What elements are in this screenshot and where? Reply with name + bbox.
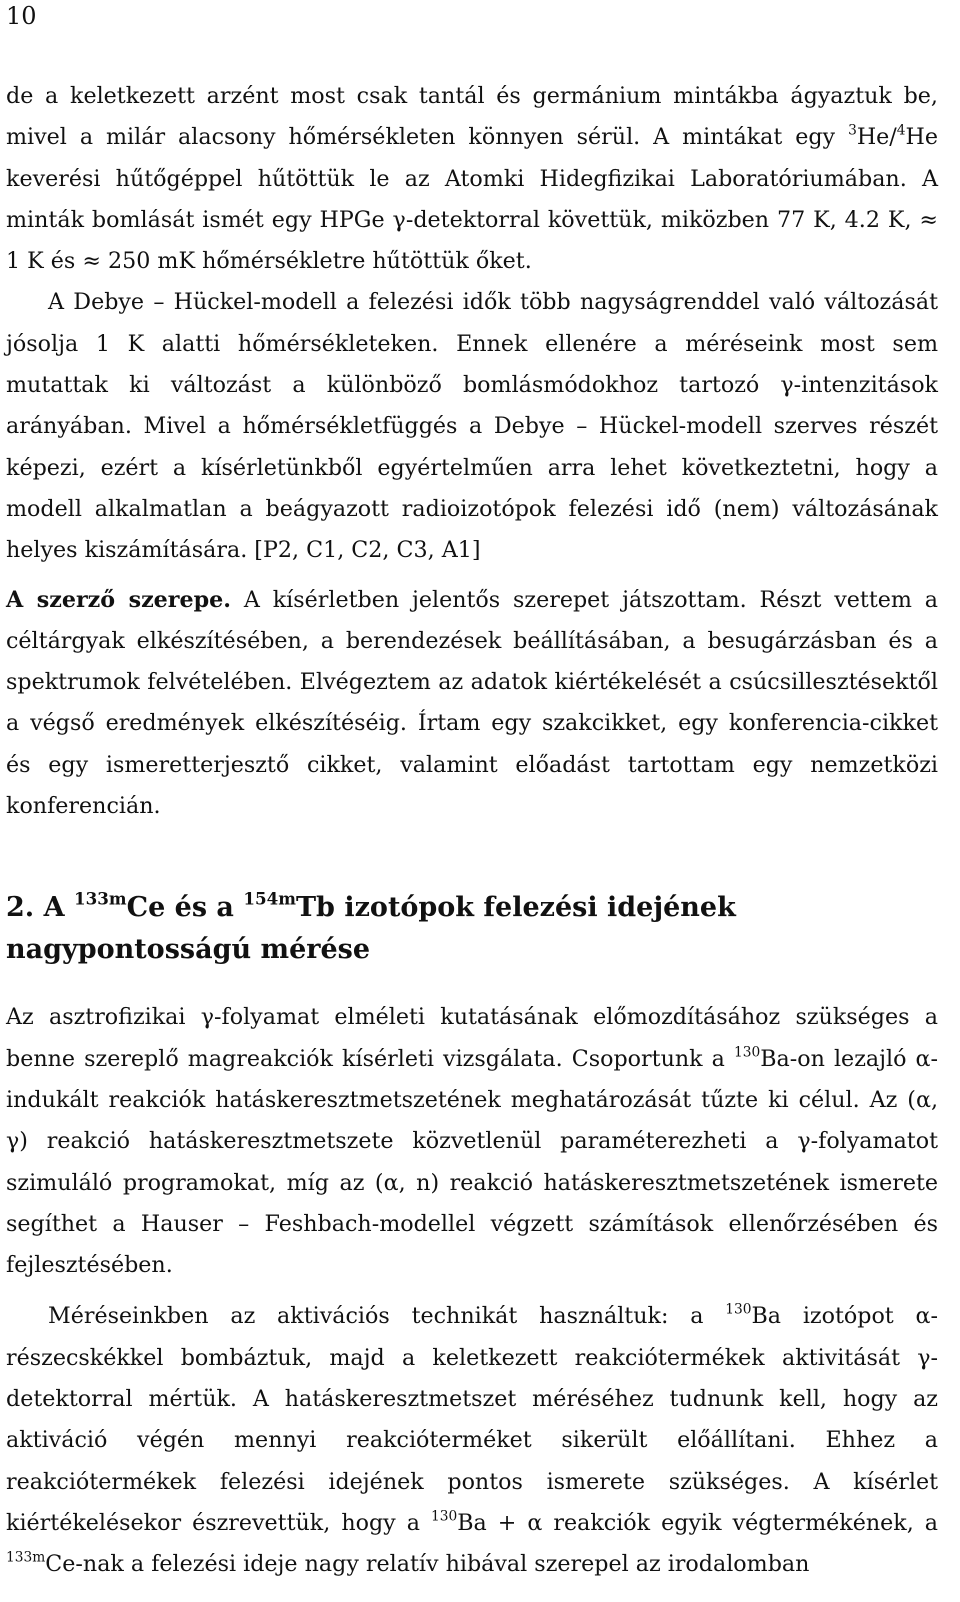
author-role-text: A kísérletben jelentős szerepet játszottam. Részt vettem a céltárgyak elkészítésében, a berendezések beállításában, a besugárzásban és a spektrumok felvételében. Elvégeztem az adatok kiértékelését a csúcsillesztésektől a végső eredmények elkészítéséig. Írtam egy szakcikket, egy konferencia-cikket és egy ismeretterjesztő cikket, valamint előadást tartottam egy nemzetközi konferencián. [6, 586, 939, 820]
p1-superscript: 4 [896, 122, 906, 139]
page-body [6, 76, 938, 1586]
p4-text: Ba-on lezajló α-indukált reakciók hatáskeresztmetszetének meghatározását tűzte ki célul. Az (α, γ) reakció hatáskeresztmetszete közvetlenül paraméterezheti a γ-folyamatot szimuláló programokat, míg az (α, n) reakció hatáskeresztmetszetének ismerete segíthet a Hauser – Feshbach-modellel végzett számítások ellenőrzésében és fejlesztésében. [6, 1045, 938, 1279]
paragraph-4 [6, 997, 938, 1286]
heading-text: Ce és a [126, 892, 244, 924]
p1-text: de a keletkezett arzént most csak tantál és germánium mintákba ágyaztuk be, mivel a milár alacsony hőmérsékleten könnyen sérül. A mintákat egy [6, 83, 938, 151]
heading-text: Tb izotópok felezési idejének nagypontosságú mérése [6, 892, 736, 966]
paragraph-author-role [6, 580, 938, 828]
p1-he: He/ [856, 124, 897, 151]
paragraph-2: A Debye – Hückel-modell a felezési idők több nagyságrenddel való változását jósolja 1 K alatti hőmérsékleteken. Ennek ellenére a méréseink most sem mutattak ki változást a különböző bomlásmódokhoz tartozó γ-intenzitások arányában. Mivel a hőmérsékletfüggés a Debye – Hückel-modell szerves részét képezi, ezért a kísérletünkből egyértelműen arra lehet következtetni, hogy a modell alkalmatlan a beágyazott radioizotópok felezési idő (nem) változásának helyes kiszámítására. [P2, C1, C2, C3, A1] [6, 289, 938, 564]
heading-superscript: 133m [73, 888, 127, 909]
p1-rest: He keverési hűtőgéppel hűtöttük le az Atomki Hidegfizikai Laboratóriumában. A minták bomlását ismét egy HPGe γ-detektorral követtük, miközben 77 K, 4.2 K, ≈ 1 K és ≈ 250 mK hőmérsékletre hűtöttük őket. [6, 124, 939, 275]
p1-superscript: 3 [848, 122, 857, 139]
p5-text: Ba izotópot α-részecskékkel bombáztuk, majd a keletkezett reakciótermékek aktivitását γ-detektorral mértük. A hatáskeresztmetszet méréséhez tudnunk kell, hogy az aktiváció végén mennyi reakcióterméket sikerült előállítani. Ehhez a reakciótermékek felezési idejének pontos ismerete szükséges. A kísérlet kiértékelésekor észrevettük, hogy a [6, 1303, 938, 1536]
p5-text: Méréseinkben az aktivációs technikát használtuk: a [48, 1303, 726, 1330]
p4-text: Az asztrofizikai γ-folyamat elméleti kutatásának előmozdításához szükséges a benne szereplő magreakciók kísérleti vizsgálata. Csoportunk a [6, 1004, 938, 1072]
p5-superscript: 133m [6, 1549, 46, 1566]
paragraph-1 [6, 76, 938, 282]
author-role-label: A szerző szerepe. [6, 586, 231, 613]
paragraph-5 [6, 1296, 938, 1585]
section-heading [6, 887, 938, 971]
p5-superscript: 130 [430, 1508, 458, 1525]
p5-superscript: 130 [725, 1301, 752, 1318]
p5-text: Ce-nak a felezési ideje nagy relatív hibával szerepel az irodalomban [45, 1551, 810, 1578]
heading-number: 2. A [6, 892, 74, 924]
page-number: 10 [6, 2, 37, 30]
p5-text: Ba + α reakciók egyik végtermékének, a [457, 1509, 938, 1536]
p4-superscript: 130 [733, 1044, 761, 1061]
heading-superscript: 154m [243, 888, 296, 909]
